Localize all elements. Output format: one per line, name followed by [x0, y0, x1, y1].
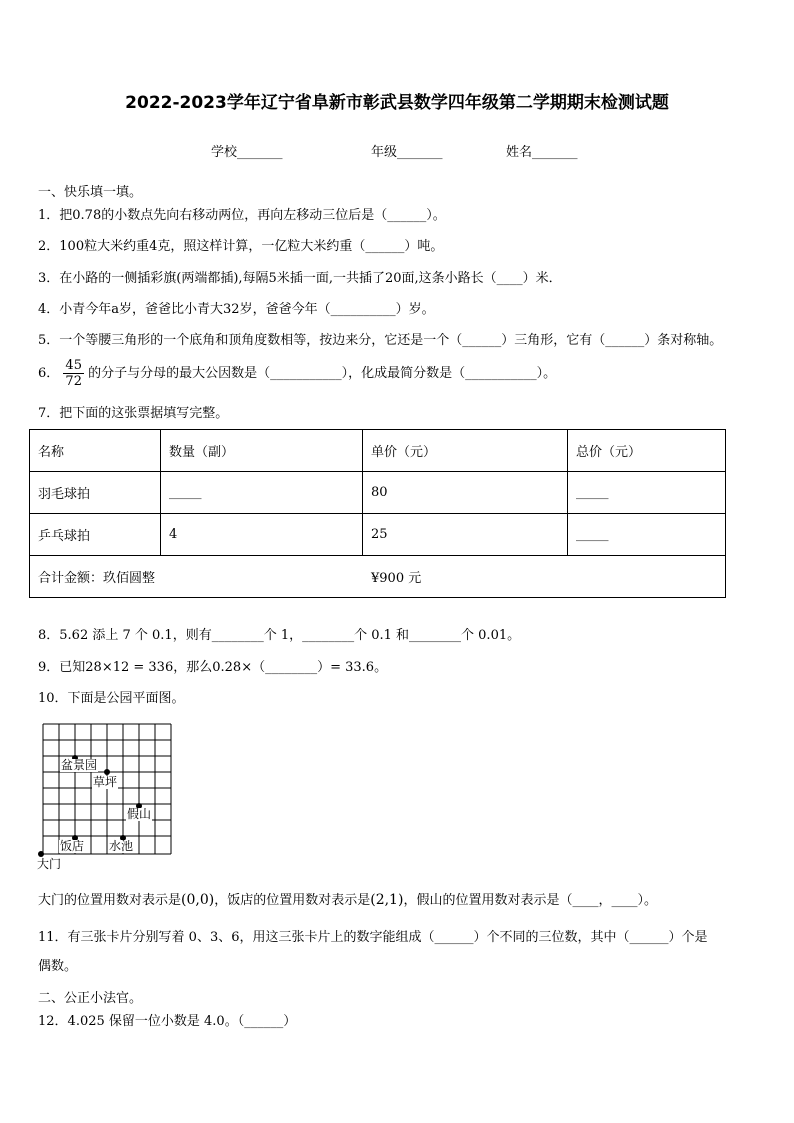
table-cell: _____	[568, 472, 726, 514]
map-label-rockery: 假山	[127, 807, 152, 821]
table-header: 数量（副）	[161, 430, 363, 472]
q10-part1: 大门的位置用数对表示是	[38, 893, 182, 908]
q10-part3: ，假山的位置用数对表示是（____，____）。	[403, 893, 657, 908]
section-heading-1: 一、快乐填一填。	[38, 185, 143, 200]
question-9	[38, 660, 387, 676]
table-cell: _____	[568, 514, 726, 556]
equation-2: 0.28×（________）= 33.6	[212, 660, 375, 675]
table-cell: 80	[363, 472, 568, 514]
map-label-restaurant: 饭店	[60, 839, 85, 853]
grade-field: 年级_______	[371, 145, 443, 160]
question-12: 12．4.025 保留一位小数是 4.0。（______）	[38, 1014, 297, 1029]
map-label-pool: 水池	[109, 839, 134, 853]
question-9-prefix: 9．已知	[38, 660, 86, 675]
question-3: 3．在小路的一侧插彩旗(两端都插),每隔5米插一面,一共插了20面,这条小路长（____）米．	[38, 271, 562, 286]
fraction-denominator: 72	[65, 374, 82, 389]
map-label-gate: 大门	[37, 857, 62, 871]
question-6-prefix: 6．	[38, 366, 60, 381]
table-row	[30, 514, 726, 556]
page-title: 2022-2023学年辽宁省阜新市彰武县数学四年级第二学期期末检测试题	[125, 93, 669, 113]
table-cell: 羽毛球拍	[30, 472, 161, 514]
map-label-lawn: 草坪	[93, 775, 118, 789]
question-7: 7．把下面的这张票据填写完整。	[38, 406, 229, 421]
question-2: 2．100粒大米约重4克，照这样计算，一亿粒大米约重（______）吨。	[38, 239, 444, 254]
question-4: 4．小青今年a岁，爸爸比小青大32岁，爸爸今年（__________）岁。	[38, 302, 435, 317]
section-heading-2: 二、公正小法官。	[38, 991, 143, 1006]
table-header: 名称	[30, 430, 161, 472]
table-cell: 乒乓球拍	[30, 514, 161, 556]
park-map	[30, 722, 180, 872]
question-11-line1: 11．有三张卡片分别写着 0、3、6，用这三张卡片上的数字能组成（______）个不同的三位数，其中（______）个是	[38, 930, 708, 945]
question-6-text: 的分子与分母的最大公因数是（___________），化成最简分数是（___________）。	[88, 366, 557, 381]
fraction-numerator: 45	[65, 358, 82, 373]
equation-1: 28×12 = 336	[85, 660, 174, 675]
question-11-line2: 偶数。	[38, 959, 78, 974]
school-field: 学校_______	[211, 145, 283, 160]
table-total-row	[30, 556, 726, 598]
total-label: 合计金额：玖佰圆整	[38, 571, 156, 586]
table-header: 总价（元）	[568, 430, 726, 472]
question-9-suffix: 。	[374, 660, 388, 675]
question-10-answer	[38, 892, 657, 909]
question-1: 1．把0.78的小数点先向右移动两位，再向左移动三位后是（______）。	[38, 208, 446, 223]
coord-restaurant: (2,1)	[370, 892, 404, 908]
table-cell: 4	[161, 514, 363, 556]
name-field: 姓名_______	[506, 145, 578, 160]
q10-part2: ，饭店的位置用数对表示是	[214, 893, 371, 908]
receipt-table	[29, 429, 726, 598]
table-cell: 25	[363, 514, 568, 556]
table-row	[30, 472, 726, 514]
table-header-row	[30, 430, 726, 472]
question-6	[38, 358, 556, 389]
table-cell: _____	[161, 472, 363, 514]
table-total-cell	[30, 556, 726, 598]
question-8: 8．5.62 添上 7 个 0.1，则有________个 1，________个 0.1 和________个 0.01。	[38, 628, 521, 643]
question-10: 10．下面是公园平面图。	[38, 691, 185, 706]
question-9-mid: ，那么	[173, 660, 213, 675]
map-label-bonsai: 盆景园	[61, 758, 98, 772]
question-5: 5．一个等腰三角形的一个底角和顶角度数相等，按边来分，它还是一个（______）三角形，它有（______）条对称轴。	[38, 333, 723, 348]
park-grid	[30, 722, 180, 872]
total-value: ¥900 元	[371, 571, 422, 586]
table-header: 单价（元）	[363, 430, 568, 472]
fraction	[63, 358, 84, 389]
coord-gate: (0,0)	[181, 892, 215, 908]
